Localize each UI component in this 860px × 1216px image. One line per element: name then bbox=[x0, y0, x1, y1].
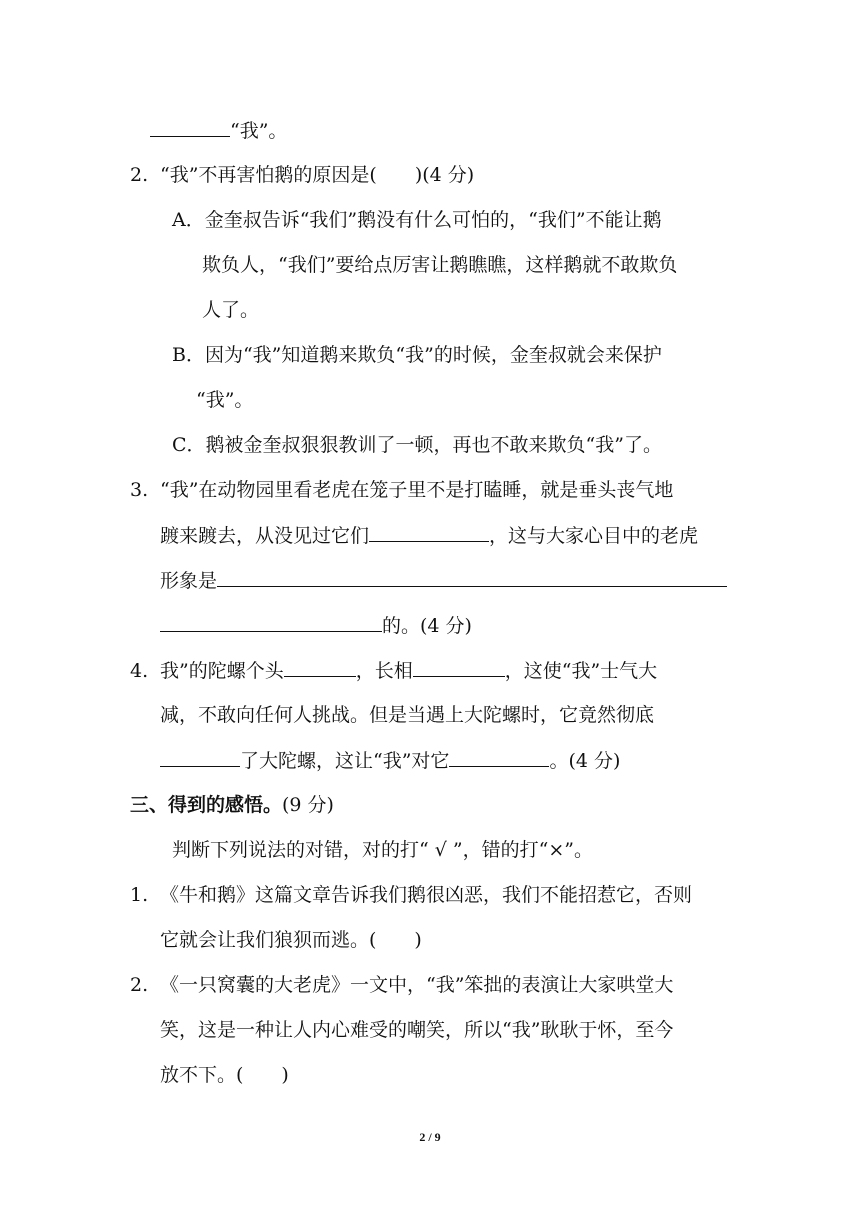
q3-text-line4: 的。(4 分) bbox=[382, 615, 472, 637]
s3q1-line1 bbox=[130, 883, 692, 907]
section-title: 三、得到的感悟。 bbox=[130, 794, 283, 816]
q1-tail-line bbox=[150, 118, 287, 143]
question-number: 3. bbox=[130, 479, 149, 501]
q2-option-b-line2: “我”。 bbox=[196, 389, 254, 411]
question-number: 4. bbox=[130, 660, 149, 682]
s3q2-text-line1: 《一只窝囊的大老虎》一文中，“我”笨拙的表演让大家哄堂大 bbox=[160, 974, 674, 996]
answer-blank[interactable] bbox=[413, 658, 505, 677]
question-number: 1. bbox=[130, 884, 149, 906]
q3-text-line3: 形象是 bbox=[160, 570, 218, 592]
section3-instruction: 判断下列说法的对错，对的打“ √ ”，错的打“×”。 bbox=[172, 839, 593, 861]
section-score: (9 分) bbox=[282, 794, 334, 816]
q3-line1 bbox=[130, 478, 673, 502]
answer-blank[interactable] bbox=[449, 748, 549, 767]
q3-line3 bbox=[160, 568, 727, 593]
q4-text-line1c: ，这使“我”士气大 bbox=[504, 660, 658, 682]
page-number: 2 / 9 bbox=[419, 1130, 441, 1144]
s3q2-line3: 放不下。( ) bbox=[160, 1064, 289, 1086]
answer-blank[interactable] bbox=[160, 613, 382, 632]
q4-text-line1b: ，长相 bbox=[355, 660, 413, 682]
answer-blank[interactable] bbox=[369, 523, 489, 542]
s3q2-line2: 笑，这是一种让人内心难受的嘲笑，所以“我”耿耿于怀，至今 bbox=[160, 1019, 674, 1041]
answer-blank[interactable] bbox=[284, 658, 356, 677]
q3-text-line2a: 踱来踱去，从没见过它们 bbox=[160, 525, 370, 547]
s3q1-text-line1: 《牛和鹅》这篇文章告诉我们鹅很凶恶，我们不能招惹它，否则 bbox=[160, 884, 693, 906]
q2-option-a-line2: 欺负人，“我们”要给点厉害让鹅瞧瞧，这样鹅就不敢欺负 bbox=[202, 254, 678, 276]
s3q1-line2: 它就会让我们狼狈而逃。( ) bbox=[160, 929, 422, 951]
q4-line2: 减，不敢向任何人挑战。但是当遇上大陀螺时，它竟然彻底 bbox=[160, 704, 655, 726]
q4-text-line3a: 了大陀螺，这让“我”对它 bbox=[240, 750, 450, 772]
answer-blank[interactable] bbox=[150, 118, 230, 137]
q3-text-line1: “我”在动物园里看老虎在笼子里不是打瞌睡，就是垂头丧气地 bbox=[160, 479, 674, 501]
answer-blank[interactable] bbox=[160, 748, 240, 767]
q4-text-line1a: 我”的陀螺个头 bbox=[160, 660, 284, 682]
q4-line1 bbox=[130, 658, 657, 683]
q3-line2 bbox=[160, 523, 698, 548]
section3-heading bbox=[130, 793, 334, 817]
q2-stem: “我”不再害怕鹅的原因是( )(4 分) bbox=[160, 164, 475, 186]
q4-text-line3b: 。(4 分) bbox=[549, 750, 621, 772]
s3q2-line1 bbox=[130, 973, 673, 997]
q3-text-line2b: ，这与大家心目中的老虎 bbox=[489, 525, 699, 547]
q2-option-c: C．鹅被金奎叔狠狠教训了一顿，再也不敢来欺负“我”了。 bbox=[172, 434, 662, 456]
answer-blank[interactable] bbox=[217, 568, 727, 587]
question-number: 2. bbox=[130, 974, 149, 996]
q2-option-a-line1: A．金奎叔告诉“我们”鹅没有什么可怕的，“我们”不能让鹅 bbox=[172, 209, 662, 231]
q1-tail-text: “我”。 bbox=[230, 120, 288, 142]
q4-line3 bbox=[160, 748, 620, 773]
q2-option-b-line1: B．因为“我”知道鹅来欺负“我”的时候，金奎叔就会来保护 bbox=[172, 344, 662, 366]
question-number: 2. bbox=[130, 164, 149, 186]
q2-stem-line bbox=[130, 163, 474, 187]
q2-option-a-line3: 人了。 bbox=[202, 299, 260, 321]
q3-line4 bbox=[160, 613, 472, 638]
